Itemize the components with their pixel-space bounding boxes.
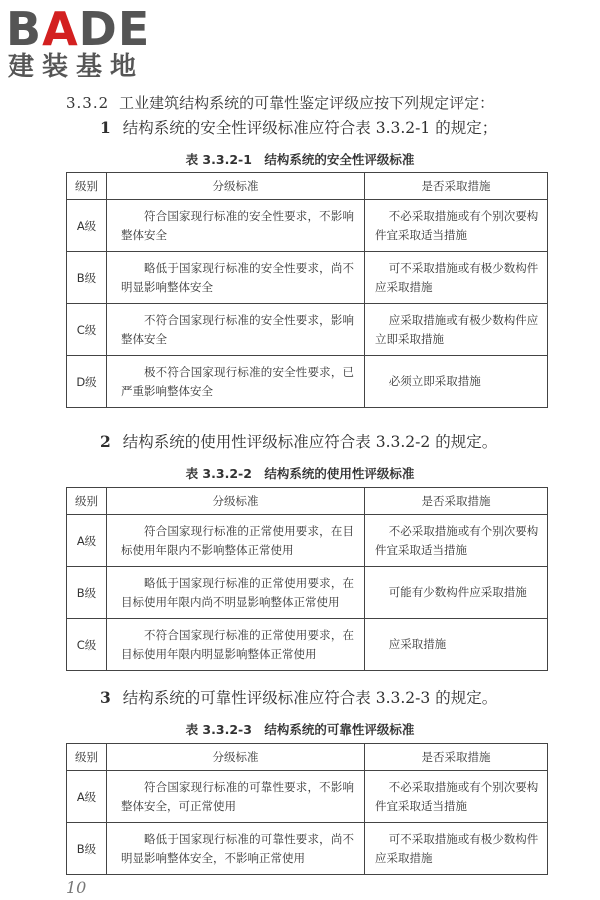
item-2 bbox=[100, 430, 497, 452]
row-criteria: 符合国家现行标准的安全性要求，不影响整体安全 bbox=[107, 200, 365, 252]
row-level: A级 bbox=[67, 515, 107, 567]
table-caption-2: 表 3.3.2-2 结构系统的使用性评级标准 bbox=[185, 466, 415, 481]
row-criteria: 不符合国家现行标准的安全性要求，影响整体安全 bbox=[107, 304, 365, 356]
header-level: 级别 bbox=[67, 744, 107, 771]
item-text: 结构系统的可靠性评级标准应符合表 3.3.2-3 的规定。 bbox=[122, 689, 498, 707]
table-row bbox=[67, 619, 548, 671]
item-3 bbox=[100, 686, 497, 708]
table-row bbox=[67, 252, 548, 304]
header-criteria: 分级标准 bbox=[107, 173, 365, 200]
row-level: A级 bbox=[67, 771, 107, 823]
table-row bbox=[67, 823, 548, 875]
row-measure: 可不采取措施或有极少数构件应采取措施 bbox=[365, 823, 548, 875]
row-criteria: 符合国家现行标准的可靠性要求，不影响整体安全，可正常使用 bbox=[107, 771, 365, 823]
reliability-rating-table bbox=[66, 743, 548, 875]
table-caption-3: 表 3.3.2-3 结构系统的可靠性评级标准 bbox=[185, 722, 415, 737]
table-row bbox=[67, 515, 548, 567]
item-text: 结构系统的安全性评级标准应符合表 3.3.2-1 的规定； bbox=[122, 119, 498, 137]
row-level: C级 bbox=[67, 304, 107, 356]
serviceability-rating-table bbox=[66, 487, 548, 671]
item-number: 1 bbox=[100, 118, 111, 137]
header-measure: 是否采取措施 bbox=[365, 173, 548, 200]
table-row bbox=[67, 200, 548, 252]
table-row bbox=[67, 771, 548, 823]
header-criteria: 分级标准 bbox=[107, 488, 365, 515]
header-measure: 是否采取措施 bbox=[365, 744, 548, 771]
clause-number: 3.3.2 bbox=[66, 94, 110, 112]
row-measure: 必须立即采取措施 bbox=[365, 356, 548, 408]
item-number: 2 bbox=[100, 432, 111, 451]
row-criteria: 符合国家现行标准的正常使用要求，在目标使用年限内不影响整体正常使用 bbox=[107, 515, 365, 567]
row-measure: 不必采取措施或有个别次要构件宜采取适当措施 bbox=[365, 771, 548, 823]
row-measure: 不必采取措施或有个别次要构件宜采取适当措施 bbox=[365, 200, 548, 252]
row-criteria: 略低于国家现行标准的安全性要求，尚不明显影响整体安全 bbox=[107, 252, 365, 304]
row-measure: 不必采取措施或有个别次要构件宜采取适当措施 bbox=[365, 515, 548, 567]
item-number: 3 bbox=[100, 688, 111, 707]
header-criteria: 分级标准 bbox=[107, 744, 365, 771]
safety-rating-table bbox=[66, 172, 548, 408]
row-level: B级 bbox=[67, 252, 107, 304]
item-1 bbox=[100, 116, 497, 138]
row-level: B级 bbox=[67, 567, 107, 619]
clause-heading bbox=[66, 92, 494, 113]
table-caption-1: 表 3.3.2-1 结构系统的安全性评级标准 bbox=[185, 152, 415, 167]
logo-chinese: 建装基地 bbox=[8, 52, 145, 82]
table-row bbox=[67, 356, 548, 408]
row-criteria: 极不符合国家现行标准的安全性要求，已严重影响整体安全 bbox=[107, 356, 365, 408]
header-level: 级别 bbox=[67, 488, 107, 515]
table-header-row bbox=[67, 488, 548, 515]
brand-logo bbox=[6, 4, 176, 82]
table-row bbox=[67, 567, 548, 619]
item-text: 结构系统的使用性评级标准应符合表 3.3.2-2 的规定。 bbox=[122, 433, 498, 451]
logo-wordmark: BADE bbox=[6, 2, 151, 56]
row-criteria: 不符合国家现行标准的正常使用要求，在目标使用年限内明显影响整体正常使用 bbox=[107, 619, 365, 671]
clause-text: 工业建筑结构系统的可靠性鉴定评级应按下列规定评定： bbox=[119, 94, 495, 112]
table-header-row bbox=[67, 173, 548, 200]
table-header-row bbox=[67, 744, 548, 771]
row-level: D级 bbox=[67, 356, 107, 408]
table-row bbox=[67, 304, 548, 356]
page-number: 10 bbox=[66, 878, 87, 897]
row-measure: 应采取措施或有极少数构件应立即采取措施 bbox=[365, 304, 548, 356]
row-level: B级 bbox=[67, 823, 107, 875]
row-measure: 可不采取措施或有极少数构件应采取措施 bbox=[365, 252, 548, 304]
header-measure: 是否采取措施 bbox=[365, 488, 548, 515]
row-level: A级 bbox=[67, 200, 107, 252]
row-level: C级 bbox=[67, 619, 107, 671]
row-criteria: 略低于国家现行标准的正常使用要求，在目标使用年限内尚不明显影响整体正常使用 bbox=[107, 567, 365, 619]
header-level: 级别 bbox=[67, 173, 107, 200]
row-criteria: 略低于国家现行标准的可靠性要求，尚不明显影响整体安全，不影响正常使用 bbox=[107, 823, 365, 875]
row-measure: 应采取措施 bbox=[365, 619, 548, 671]
row-measure: 可能有少数构件应采取措施 bbox=[365, 567, 548, 619]
